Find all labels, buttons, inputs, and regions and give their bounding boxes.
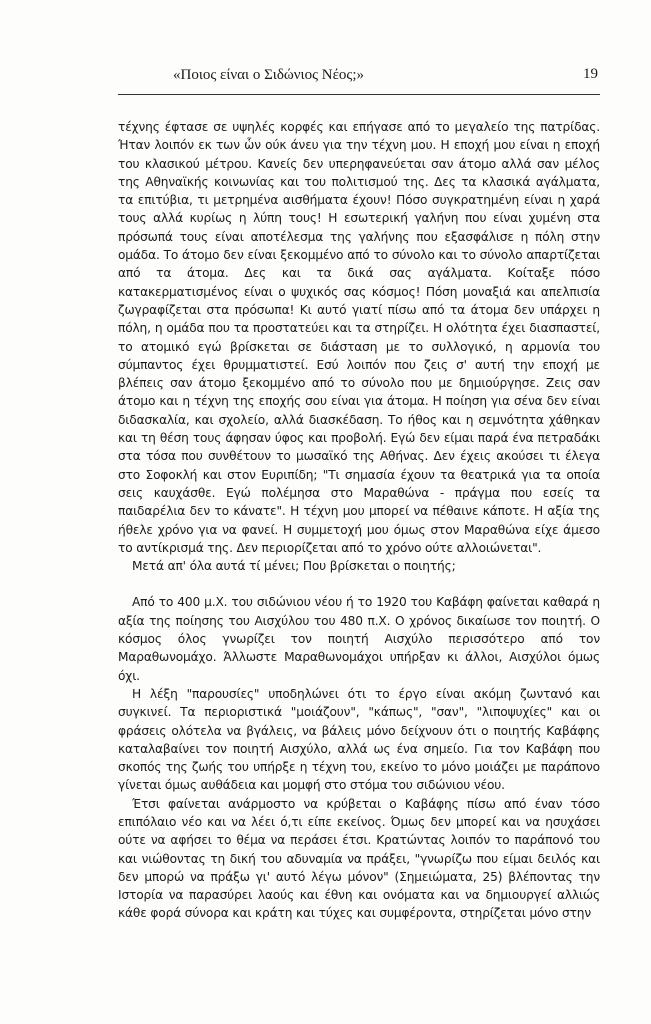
paragraph: τέχνης έφτασε σε υψηλές κορφές και επήγασε από το μεγαλείο της πατρίδας. Ήταν λοιπόν εκ των ὧν ούκ άνευ για την τέχνη μου. Η εποχή μου είναι η εποχή του κλασικού μέτρου. Κανείς δεν υπερηφανεύεται σαν άτομο αλλά σαν μέλος της Αθηναϊκής κοινωνίας και του πολιτισμού της. Δες τα κλασικά αγάλματα, τα επιτύβια, τι μετρημένα αισθήματα έχουν! Πόσο συγκρατημένη είναι η χαρά τους αλλά κυρίως η λύπη τους! Η εσωτερική γαλήνη που είναι χυμένη στα πρόσωπά τους είναι αποτέλεσμα της γαλήνης που εξασφάλισε η πόλη στην ομάδα. Το άτομο δεν είναι ξεκομμένο από το σύνολο και το σύνολο απαρτίζεται από τα άτομα. Δες και τα δικά σας αγάλματα. Κοίταξε πόσο κατακερματισμένος είναι ο ψυχικός σας κόσμος! Πόση μοναξιά και απελπισία ζωγραφίζεται στα πρόσωπα! Κι αυτό γιατί πίσω από τα άτομα δεν υπάρχει η πόλη, η ομάδα που τα προστατεύει και τα στηρίζει. Η ολότητα έχει διασπαστεί, το ατομικό εγώ βρίσκεται σε διάσταση με το συλλογικό, η αρμονία του σύμπαντος έχει θρυμματιστεί. Εσύ λοιπόν που ζεις σ' αυτή την εποχή με βλέπεις σαν άτομο ξεκομμένο από το σύνολο που με δημιούργησε. Ζεις σαν άτομο και η τέχνη της εποχής σου είναι για άτομα. Η ποίηση για σένα δεν είναι διδασκαλία, και σχολείο, αλλά διασκέδαση. Το ήθος και η σεμνότητα χάθηκαν και τη θέση τους άφησαν ύφος και προβολή. Εγώ δεν είμαι παρά ένα πετραδάκι στα τόσα που συνθέτουν το μωσαϊκό της Αθήνας. Δεν έχεις ακούσει τι έλεγα στο Σοφοκλή και στον Ευριπίδη; "Τι σημασία έχουν τα θεατρικά για τα οποία σεις καυχάσθε. Εγώ πολέμησα στο Μαραθώνα - πράγμα που εσείς τα παιδαρέλια δεν το κάνατε". Η τέχνη μου μπορεί να πέθαινε κάποτε. Η αξία της ήθελε χρόνο για να φανεί. Η συμμετοχή μου όμως στον Μαραθώνα είχε άμεσο το αντίκρισμά της. Δεν περιορίζεται από το χρόνο ούτε αλλοιώνεται".: [118, 120, 600, 555]
paragraph: Η λέξη "παρουσίες" υποδηλώνει ότι το έργο είναι ακόμη ζωντανό και συγκινεί. Τα περιοριστικά "μοιάζουν", "κάπως", "σαν", "λιποψυχίες" και οι φράσεις ολότελα να βγάλεις, να βάλεις μόνο δείχνουν ότι ο ποιητής Καβάφης καταλαβαίνει τον ποιητή Αισχύλο, αλλά ως ένα σημείο. Για τον Καβάφη που σκοπός της ζωής του υπήρξε η τέχνη του, εκείνο το μόνο μοιάζει με παράπονο γίνεται όμως αυθάδεια και μομφή στο στόμα του σιδώνιου νέου.: [118, 686, 600, 793]
paragraph: Έτσι φαίνεται ανάρμοστο να κρύβεται ο Καβάφης πίσω από έναν τόσο επιπόλαιο νέο και να λέει ό,τι είπε εκείνος. Όμως δεν μπορεί και να ησυχάσει ούτε να αφήσει το θέμα να περάσει έτσι. Κρατώντας λοιπόν το παράπονό του και νιώθοντας τη δική του αδυναμία να πράξει, "γνωρίζω που είμαι δειλός και δεν μπορώ να πράξω γι' αυτό λέγω μόνον" (Σημειώματα, 25) βλέποντας την Ιστορία να παρασύρει λαούς και έθνη και ονόματα και να δημιουργεί αλλιώς κάθε φορά σύνορα και κράτη και τύχες και συμφέροντα, στηρίζεται μόνο στην: [118, 796, 600, 921]
paragraph: Μετά απ' όλα αυτά τί μένει; Που βρίσκεται ο ποιητής;: [132, 559, 456, 574]
running-header: [118, 60, 600, 95]
paragraph: Από το 400 μ.Χ. του σιδώνιου νέου ή το 1920 του Καβάφη φαίνεται καθαρά η αξία της ποίησης του Αισχύλου του 480 π.Χ. Ο χρόνος δικαίωσε τον ποιητή. Ο κόσμος όλος γνωρίζει τον ποιητή Αισχύλο περισσότερο από τον Μαραθωνομάχο. Άλλωστε Μαραθωνομάχοι υπήρξαν κι άλλοι, Αισχύλοι όμως όχι.: [118, 595, 600, 683]
header-title: «Ποιος είναι ο Σιδώνιος Νέος;»: [173, 67, 365, 83]
body-text: [118, 118, 600, 923]
page-number: 19: [583, 66, 598, 82]
